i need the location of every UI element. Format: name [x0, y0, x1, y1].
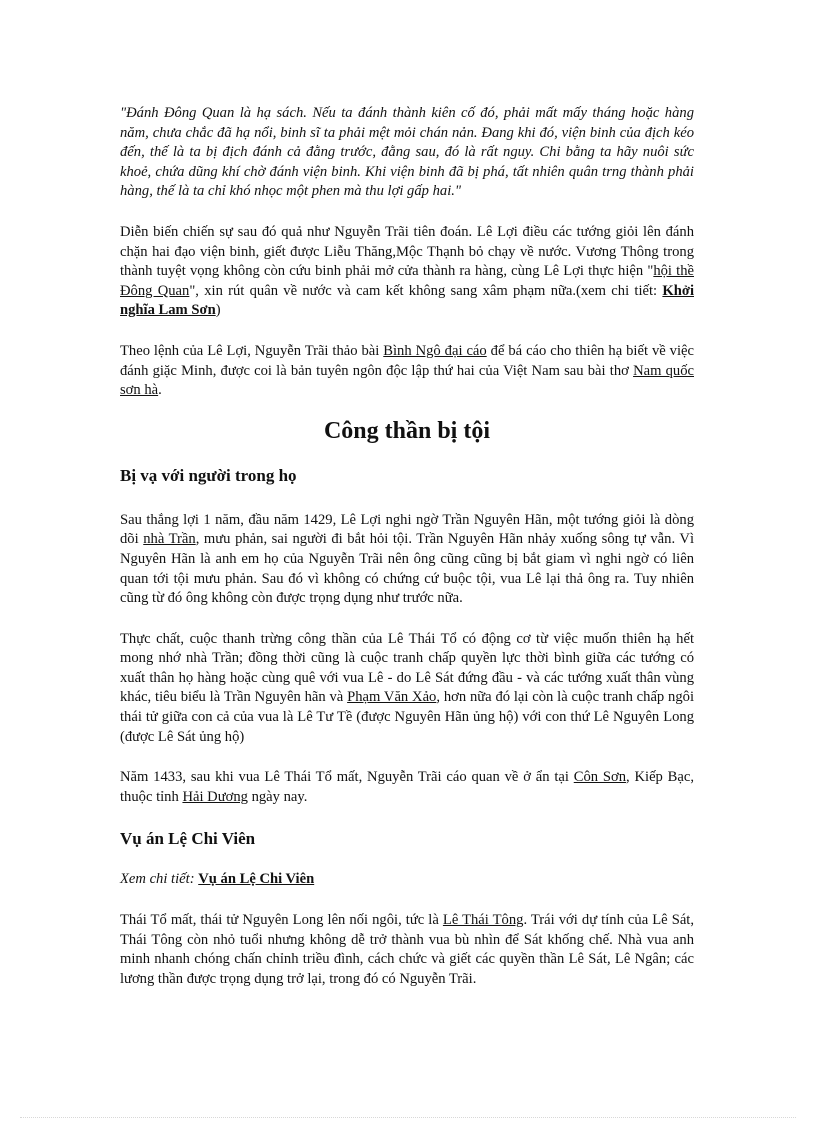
quote-paragraph: "Đánh Đông Quan là hạ sách. Nếu ta đánh thành kiên cố đó, phải mất mấy tháng hoặc hàng năm, chưa chắc đã hạ nổi, binh sĩ ta phải mệt mỏi chán nản. Đang khi đó, viện binh của địch kéo đến, thế là ta bị địch đánh cả đằng trước, đằng sau, đó là rất nguy. Chi bằng ta hãy nuôi sức khoẻ, chứa dũng khí chờ đánh viện binh. Khi viện binh đã bị phá, tất nhiên quân trng thành phải hàng, thế là ta chỉ khó nhọc một phen mà thu lợi gấp hai.": [120, 105, 694, 200]
link-con-son[interactable]: Côn Sơn: [573, 769, 627, 786]
link-nam-quoc-son-ha[interactable]: Nam quốc sơn hà: [120, 362, 694, 399]
detail-label: Xem chi tiết:: [120, 871, 195, 888]
subsection-title-bi-va: Bị vạ với người trong họ: [120, 465, 297, 485]
paragraph-thanh-trung: Thực chất, cuộc thanh trừng công thần của Lê Thái Tổ có động cơ từ việc muốn thiên hạ hết mong nhớ nhà Trần; đồng thời cũng là cuộc tranh chấp quyền lực thời bình giữa các tướng có xuất thân họ hàng hoặc cùng quê với vua Lê - do Lê Sát đứng đầu - và các tướng xuất thân vùng khác, tiêu biểu là Trần Nguyên hãn và Phạm Văn Xảo, hơn nữa đó lại còn là cuộc tranh chấp ngôi thái tử giữa con cả của vua là Lê Tư Tề (được Nguyên Hãn ủng hộ) với con thứ Lê Nguyên Long (được Lê Sát ủng hộ): [120, 630, 694, 745]
link-khoi-nghia-lam-son[interactable]: Khởi nghĩa Lam Sơn: [120, 282, 694, 319]
link-le-thai-tong[interactable]: Lê Thái Tông: [442, 912, 524, 929]
paragraph-thai-tong: Thái Tổ mất, thái tử Nguyên Long lên nối ngôi, tức là Lê Thái Tông. Trái với dự tính của Lê Sát, Thái Tông còn nhỏ tuổi nhưng không dễ trở thành vua bù nhìn để Sát khống chế. Nhà vua anh minh nhanh chóng chấn chỉnh triều đình, cách chức và giết các quyền thần Lê Sát, Lê Ngân; các lương thần được trọng dụng trở lại, trong đó có Nguyễn Trãi.: [120, 912, 695, 987]
subsection-title-le-chi-vien: Vụ án Lệ Chi Viên: [120, 829, 256, 849]
page-divider: [20, 1117, 796, 1118]
section-title: Công thần bị tội: [323, 417, 491, 444]
paragraph-war-outcome: Diễn biến chiến sự sau đó quả như Nguyễn Trãi tiên đoán. Lê Lợi điều các tướng giỏi lên đánh chặn hai đạo viện binh, giết được Liễu Thăng,Mộc Thạnh bỏ chạy về nước. Vương Thông trong thành tuyệt vọng không còn cứu binh phải mở cửa thành ra hàng, cùng Lê Lợi thực hiện "hội thề Đông Quan", xin rút quân về nước và cam kết không sang xâm phạm nữa.(xem chi tiết: Khởi nghĩa Lam Sơn): [120, 223, 694, 319]
link-binh-ngo-dai-cao[interactable]: Bình Ngô đại cáo: [383, 342, 487, 359]
link-hoi-the-dong-quan[interactable]: hội thề Đông Quan: [120, 263, 694, 299]
document-body: [120, 104, 694, 989]
link-hai-duong[interactable]: Hải Dương: [182, 788, 248, 805]
link-pham-van-xao[interactable]: Phạm Văn Xảo: [347, 689, 437, 706]
paragraph-binh-ngo: Theo lệnh của Lê Lợi, Nguyễn Trãi thảo bài Bình Ngô đại cáo để bá cáo cho thiên hạ biết về việc đánh giặc Minh, được coi là bản tuyên ngôn độc lập thứ hai của Việt Nam sau bài thơ Nam quốc sơn hà.: [120, 342, 694, 399]
detail-line: [120, 870, 694, 890]
paragraph-tran-nguyen-han: Sau thắng lợi 1 năm, đầu năm 1429, Lê Lợi nghi ngờ Trần Nguyên Hãn, một tướng giỏi là dòng dõi nhà Trần, mưu phản, sai người đi bắt hỏi tội. Trần Nguyên Hãn nhảy xuống sông tự vẫn. Vì Nguyên Hãn là anh em họ của Nguyễn Trãi nên ông cũng cũng bị bắt giam vì nghi ngờ có liên quan tới tội mưu phản. Sau đó vì không có chứng cứ buộc tội, vua Lê lại thả ông ra. Tuy nhiên cũng từ đó ông không còn được trọng dụng như trước nữa.: [120, 511, 695, 607]
link-vu-an-le-chi-vien[interactable]: Vụ án Lệ Chi Viên: [198, 871, 315, 888]
link-nha-tran[interactable]: nhà Trần: [143, 531, 196, 548]
paragraph-con-son: Năm 1433, sau khi vua Lê Thái Tổ mất, Nguyễn Trãi cáo quan về ở ẩn tại Côn Sơn, Kiếp Bạc, thuộc tỉnh Hải Dương ngày nay.: [120, 769, 694, 805]
